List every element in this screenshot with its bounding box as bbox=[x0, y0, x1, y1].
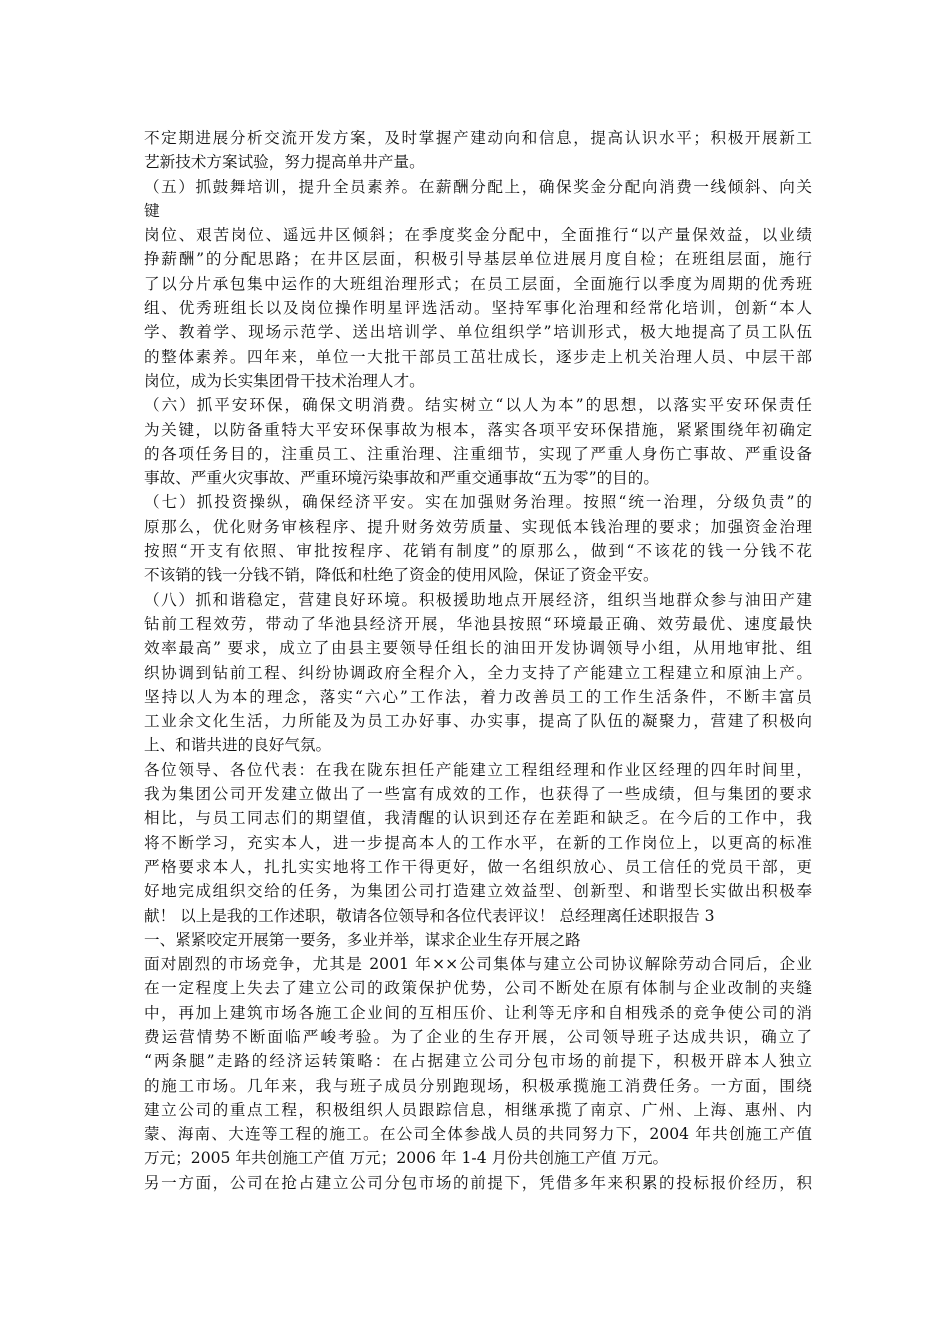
text-line: 中，再加上建筑市场各施工企业间的互相压价、让利等无序和自相残杀的竞争使公司的消 bbox=[144, 1003, 812, 1022]
text-line: 组、优秀班组长以及岗位操作明星评选活动。坚持军事化治理和经常化培训，创新“本人 bbox=[144, 299, 812, 318]
text-line: 艺新技术方案试验，努力提高单井产量。 bbox=[144, 153, 425, 172]
text-line: 岗位、艰苦岗位、遥远井区倾斜；在季度奖金分配中，全面推行“以产量保效益，以业绩 bbox=[144, 226, 812, 245]
text-line: 钻前工程效劳，带动了华池县经济开展，华池县按照“环境最正确、效劳最优、速度最快 bbox=[144, 614, 812, 633]
text-line: “两条腿”走路的经济运转策略：在占据建立公司分包市场的前提下，积极开辟本人独立 bbox=[144, 1052, 812, 1071]
text-line: 的各项任务目的，注重员工、注重治理、注重细节，实现了严重人身伤亡事故、严重设备 bbox=[144, 444, 812, 463]
text-line: 万元；2005 年共创施工产值 万元；2006 年 1-4 月份共创施工产值 万元。 bbox=[144, 1149, 669, 1168]
text-line: 按照“开支有依照、审批按程序、花销有制度”的原那么，做到“不该花的钱一分钱不花 bbox=[144, 542, 812, 561]
text-line: 好地完成组织交给的任务，为集团公司打造建立效益型、创新型、和谐型长实做出积极奉 bbox=[144, 882, 812, 901]
text-line: 了以分片承包集中运作的大班组治理形式；在员工层面，全面施行以季度为周期的优秀班 bbox=[144, 274, 812, 293]
text-line: 面对剧烈的市场竞争，尤其是 2001 年××公司集体与建立公司协议解除劳动合同后，企业 bbox=[144, 955, 812, 974]
text-line: 严格要求本人，扎扎实实地将工作干得更好，做一名组织放心、员工信任的党员干部，更 bbox=[144, 857, 812, 876]
text-line: （八）抓和谐稳定，营建良好环境。积极援助地点开展经济，组织当地群众参与油田产建 bbox=[144, 590, 812, 609]
text-line: 岗位，成为长实集团骨干技术治理人才。 bbox=[144, 371, 425, 390]
section-heading: 一、紧紧咬定开展第一要务，多业并举，谋求企业生存开展之路 bbox=[144, 930, 581, 949]
text-line: 相比，与员工同志们的期望值，我清醒的认识到还存在差距和缺乏。在今后的工作中，我 bbox=[144, 809, 812, 828]
text-line: 费运营情势不断面临严峻考验。为了企业的生存开展，公司领导班子达成共识，确立了 bbox=[144, 1027, 812, 1046]
text-line: 各位领导、各位代表：在我在陇东担任产能建立工程组经理和作业区经理的四年时间里， bbox=[144, 760, 812, 779]
text-line: 挣薪酬”的分配思路；在井区层面，积极引导基层单位进展月度自检；在班组层面，施行 bbox=[144, 250, 812, 269]
text-line: 原那么，优化财务审核程序、提升财务效劳质量、实现低本钱治理的要求；加强资金治理 bbox=[144, 517, 812, 536]
text-line: 为关键，以防备重特大平安环保事故为根本，落实各项平安环保措施，紧紧围绕年初确定 bbox=[144, 420, 812, 439]
text-line: 的整体素养。四年来，单位一大批干部员工茁壮成长，逐步走上机关治理人员、中层干部 bbox=[144, 347, 812, 366]
text-line: 另一方面，公司在抢占建立公司分包市场的前提下，凭借多年来积累的投标报价经历，积 bbox=[144, 1173, 812, 1192]
text-line: 将不断学习，充实本人，进一步提高本人的工作水平，在新的工作岗位上，以更高的标准 bbox=[144, 833, 812, 852]
text-line: 不该销的钱一分钱不销，降低和杜绝了资金的使用风险，保证了资金平安。 bbox=[144, 566, 659, 585]
text-line: 工业余文化生活，力所能及为员工办好事、办实事，提高了队伍的凝聚力，营建了积极向 bbox=[144, 712, 812, 731]
text-line: 的施工市场。几年来，我与班子成员分别跑现场，积极承揽施工消费任务。一方面，围绕 bbox=[144, 1076, 812, 1095]
text-line: 效率最高” 要求，成立了由县主要领导任组长的油田开发协调领导小组，从用地审批、组 bbox=[144, 639, 812, 658]
text-line: 献！ 以上是我的工作述职，敬请各位领导和各位代表评议！ 总经理离任述职报告 3 bbox=[144, 906, 715, 925]
text-line: 键 bbox=[144, 201, 160, 220]
document-body bbox=[144, 126, 812, 1195]
text-line: 在一定程度上失去了建立公司的政策保护优势，公司不断处在原有体制与企业改制的夹缝 bbox=[144, 979, 812, 998]
text-line: 建立公司的重点工程，积极组织人员跟踪信息，相继承揽了南京、广州、上海、惠州、内 bbox=[144, 1100, 812, 1119]
text-line: 上、和谐共进的良好气氛。 bbox=[144, 736, 332, 755]
text-line: 坚持以人为本的理念，落实“六心”工作法，着力改善员工的工作生活条件，不断丰富员 bbox=[144, 687, 812, 706]
text-line: 不定期进展分析交流开发方案，及时掌握产建动向和信息，提高认识水平；积极开展新工 bbox=[144, 129, 812, 147]
text-line: （七）抓投资操纵，确保经济平安。实在加强财务治理。按照“统一治理，分级负责”的 bbox=[144, 493, 812, 512]
text-line: （五）抓鼓舞培训，提升全员素养。在薪酬分配上，确保奖金分配向消费一线倾斜、向关 bbox=[144, 177, 812, 196]
text-line: 织协调到钻前工程、纠纷协调政府全程介入，全力支持了产能建立工程建立和原油上产。 bbox=[144, 663, 812, 682]
text-line: 蒙、海南、大连等工程的施工。在公司全体参战人员的共同努力下，2004 年共创施工产值 bbox=[144, 1125, 812, 1144]
text-line: 事故、严重火灾事故、严重环境污染事故和严重交通事故“五为零”的目的。 bbox=[144, 469, 659, 488]
text-line: （六）抓平安环保，确保文明消费。结实树立“以人为本”的思想，以落实平安环保责任 bbox=[144, 396, 812, 415]
text-line: 学、教着学、现场示范学、送出培训学、单位组织学”培训形式，极大地提高了员工队伍 bbox=[144, 323, 812, 342]
text-line: 我为集团公司开发建立做出了一些富有成效的工作，也获得了一些成绩，但与集团的要求 bbox=[144, 785, 812, 804]
